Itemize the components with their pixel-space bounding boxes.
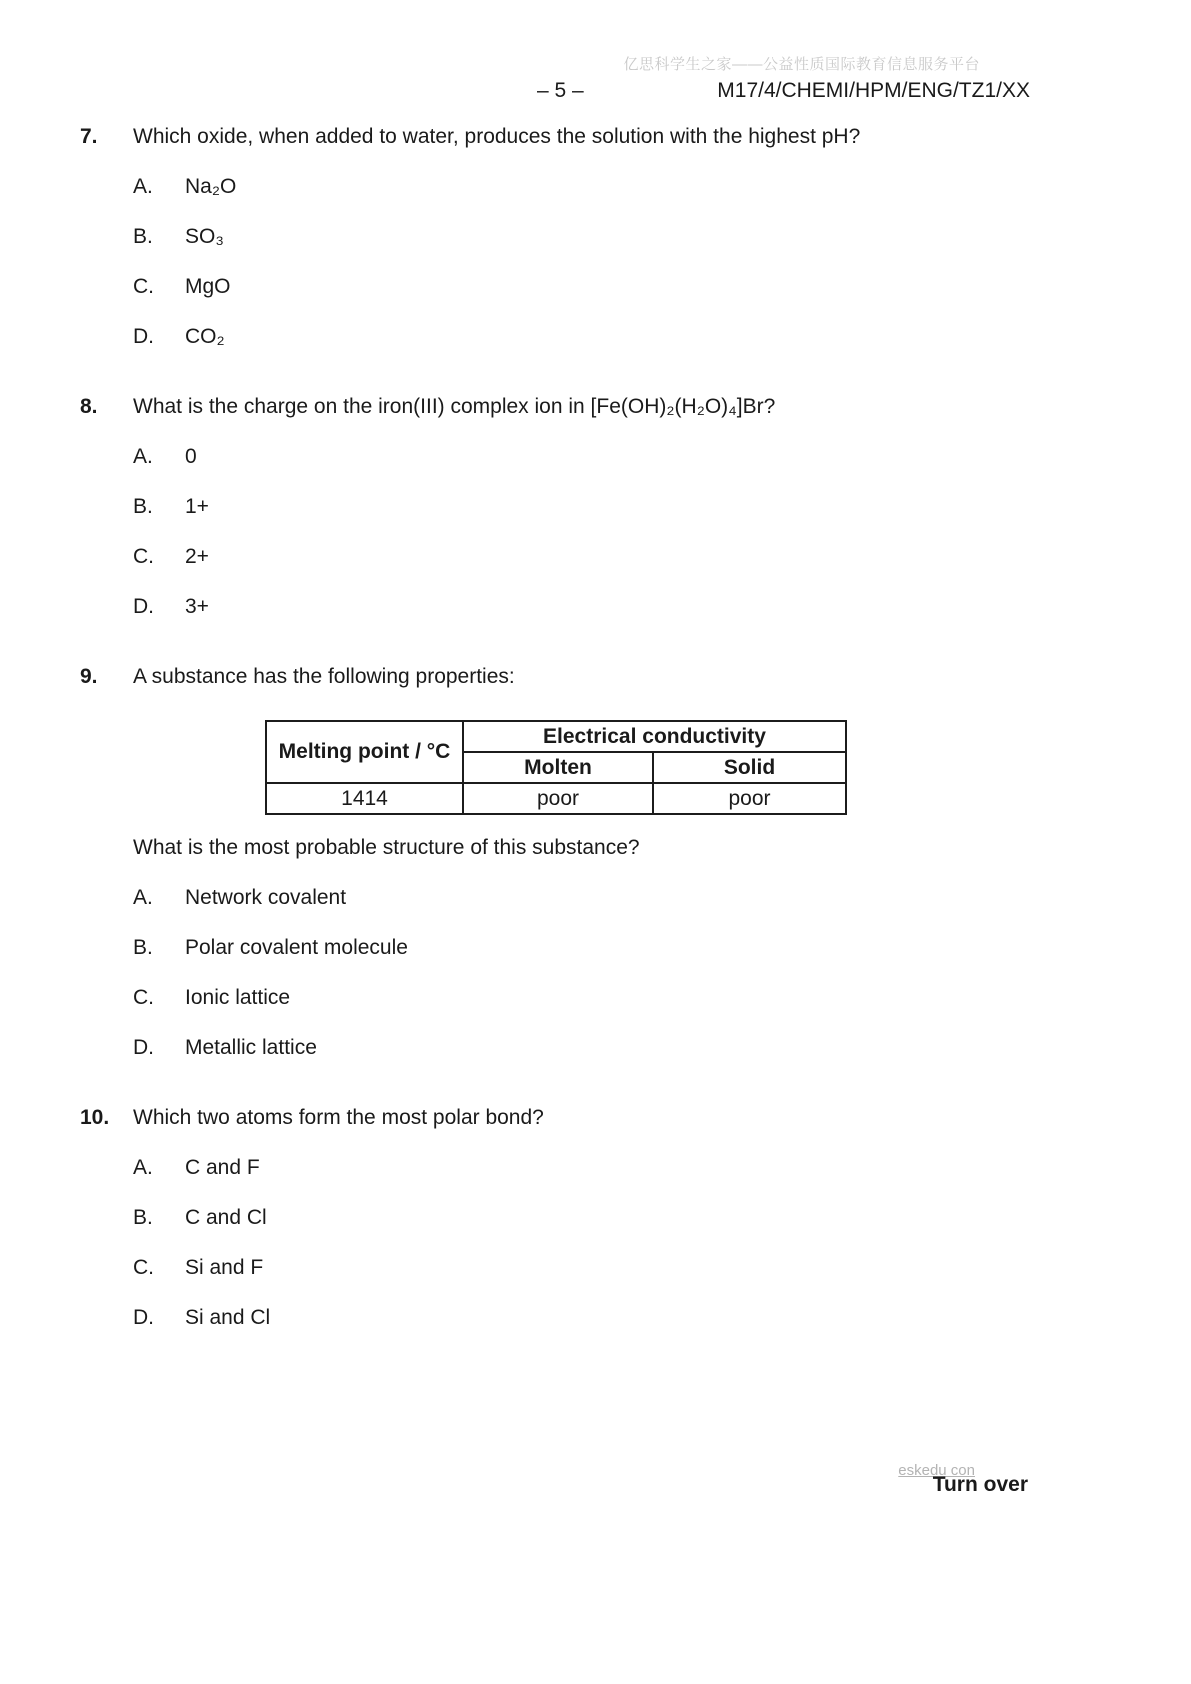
option-letter: A. (133, 445, 153, 468)
molten-value: poor (463, 783, 653, 814)
question-8-head (0, 394, 1191, 420)
option-text: MgO (185, 275, 231, 298)
option-letter: B. (133, 936, 153, 959)
melting-point-header: Melting point / °C (266, 721, 463, 783)
option-a (133, 444, 1191, 470)
option-text: CO₂ (185, 325, 225, 348)
option-text: C and F (185, 1156, 260, 1179)
option-letter: D. (133, 1306, 154, 1329)
question-9-subquestion: What is the most probable structure of this substance? (133, 836, 640, 859)
option-a (133, 885, 1191, 911)
page-number: – 5 – (537, 79, 584, 102)
option-c (133, 985, 1191, 1011)
question-text: Which two atoms form the most polar bond? (133, 1106, 544, 1129)
watermark-bottom: eskedu con (898, 1462, 975, 1479)
option-b (133, 224, 1191, 250)
option-b (133, 1205, 1191, 1231)
question-number: 7. (80, 125, 98, 148)
question-number: 9. (80, 665, 98, 688)
option-a (133, 1155, 1191, 1181)
option-text: Na₂O (185, 175, 237, 198)
table-data-row (266, 783, 846, 814)
option-letter: B. (133, 225, 153, 248)
option-d (133, 594, 1191, 620)
option-letter: B. (133, 1206, 153, 1229)
option-letter: C. (133, 545, 154, 568)
question-text: A substance has the following properties: (133, 665, 515, 688)
option-c (133, 1255, 1191, 1281)
option-text: 1+ (185, 495, 209, 518)
solid-value: poor (653, 783, 846, 814)
option-text: 0 (185, 445, 197, 468)
option-d (133, 1305, 1191, 1331)
watermark-top: 亿思科学生之家——公益性质国际教育信息服务平台 (623, 56, 980, 73)
option-d (133, 324, 1191, 350)
question-number: 10. (80, 1106, 110, 1129)
option-text: Si and F (185, 1256, 264, 1279)
option-b (133, 494, 1191, 520)
question-9 (0, 664, 1191, 1061)
melting-point-value: 1414 (266, 783, 463, 814)
question-7-head (0, 124, 1191, 150)
option-letter: A. (133, 1156, 153, 1179)
question-number: 8. (80, 395, 98, 418)
page-content (0, 124, 1191, 1331)
option-text: Network covalent (185, 886, 347, 909)
option-text: SO₃ (185, 225, 224, 248)
option-c (133, 544, 1191, 570)
option-letter: D. (133, 595, 154, 618)
option-b (133, 935, 1191, 961)
question-8 (0, 394, 1191, 620)
question-10-head (0, 1105, 1191, 1131)
question-text: Which oxide, when added to water, produces the solution with the highest pH? (133, 125, 861, 148)
option-letter: D. (133, 1036, 154, 1059)
option-text: Ionic lattice (185, 986, 291, 1009)
option-text: 3+ (185, 595, 209, 618)
conductivity-group-header: Electrical conductivity (463, 721, 846, 752)
option-text: Polar covalent molecule (185, 936, 408, 959)
question-9-head (0, 664, 1191, 690)
option-text: C and Cl (185, 1206, 267, 1229)
option-text: 2+ (185, 545, 209, 568)
option-letter: B. (133, 495, 153, 518)
solid-header: Solid (653, 752, 846, 783)
question-text: What is the charge on the iron(III) complex ion in [Fe(OH)₂(H₂O)₄]Br? (133, 395, 776, 418)
option-letter: C. (133, 986, 154, 1009)
option-a (133, 174, 1191, 200)
option-text: Metallic lattice (185, 1036, 317, 1059)
properties-table (265, 720, 847, 815)
table-header-row-1 (266, 721, 846, 752)
paper-code: M17/4/CHEMI/HPM/ENG/TZ1/XX (717, 79, 1030, 102)
option-letter: A. (133, 886, 153, 909)
option-letter: D. (133, 325, 154, 348)
molten-header: Molten (463, 752, 653, 783)
question-10 (0, 1105, 1191, 1331)
option-text: Si and Cl (185, 1306, 271, 1329)
option-letter: C. (133, 275, 154, 298)
turn-over-label: Turn over (932, 1473, 1028, 1496)
option-d (133, 1035, 1191, 1061)
option-letter: A. (133, 175, 153, 198)
option-letter: C. (133, 1256, 154, 1279)
option-c (133, 274, 1191, 300)
question-7 (0, 124, 1191, 350)
